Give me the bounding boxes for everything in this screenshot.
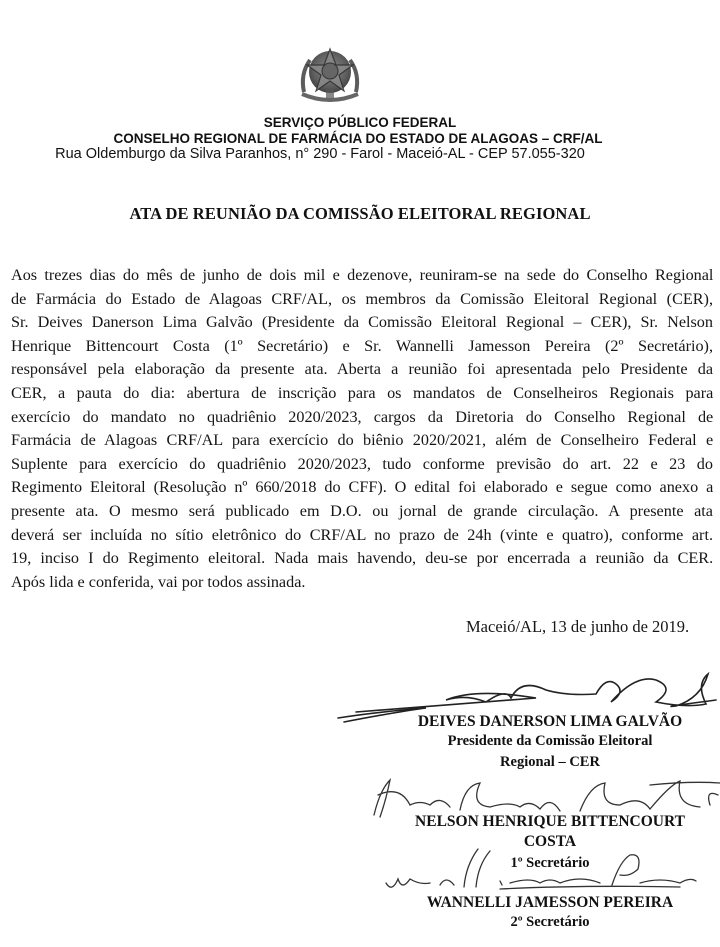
signatory-name: WANNELLI JAMESSON PEREIRA [426,894,674,911]
body-line: Após lida e conferida, vai por todos assinada. [11,572,306,591]
signatory-role: 1º Secretário [510,855,590,871]
header-council-line: CONSELHO REGIONAL DE FARMÁCIA DO ESTADO DE ALAGOAS – CRF/AL [113,131,603,146]
signatory-name: NELSON HENRIQUE BITTENCOURT [415,813,685,830]
date-line: Maceió/AL, 13 de junho de 2019. [466,617,690,636]
body-line: Regimento Eleitoral (Resolução nº 660/2018 do CFF). O edital foi elaborado e segue como anexo a [11,478,714,497]
body-line: exercício do mandato no quadriênio 2020/2023, cargos da Diretoria do Conselho Regional de [11,407,714,426]
body-line: presente ata. O mesmo será publicado em D.O. ou jornal de grande circulação. A presente ata [11,501,713,520]
signature-block-president [390,713,710,773]
header-service-line: SERVIÇO PÚBLICO FEDERAL [263,115,457,130]
body-line: CER, a pauta do dia: abertura de inscrição para os mandatos de Conselheiros Regionais para [11,383,714,402]
minutes-body [11,264,713,594]
header-address-line: Rua Oldemburgo da Silva Paranhos, n° 290 - Farol - Maceió-AL - CEP 57.055-320 [55,146,585,162]
body-line: Henrique Bittencourt Costa (1º Secretário) e Sr. Wannelli Jamesson Pereira (2º Secretário), [11,336,713,355]
body-line: Sr. Deives Danerson Lima Galvão (Presidente da Comissão Eleitoral Regional – CER), Sr. Nelson [11,313,713,332]
coat-of-arms-icon [296,44,364,104]
signature-block-second-secretary [395,893,705,933]
body-line: Aos trezes dias do mês de junho de dois mil e dezenove, reuniram-se na sede do Conselho Regional [11,266,714,284]
document-title: ATA DE REUNIÃO DA COMISSÃO ELEITORAL REGIONAL [129,204,591,223]
signatory-role: 2º Secretário [510,914,590,930]
signatory-name: DEIVES DANERSON LIMA GALVÃO [417,713,683,730]
signatory-name-continued: COSTA [523,833,577,850]
signatory-role: Regional – CER [500,754,600,770]
body-line: responsável pela elaboração da presente ata. Aberta a reunião foi apresentada pelo Presidente da [11,360,714,379]
body-line: deverá ser incluída no sítio eletrônico do CRF/AL no prazo de 24h (vinte e quatro), conforme art. [11,525,713,544]
signatory-role: Presidente da Comissão Eleitoral [447,733,653,749]
body-line: 19, inciso I do Regimento eleitoral. Nada mais havendo, deu-se por encerrada a reunião da CER. [11,549,714,568]
body-line: Suplente para exercício do quadriênio 2020/2023, tudo conforme previsão do art. 22 e 23 do [11,454,713,473]
signature-block-first-secretary [380,812,720,874]
body-line: de Farmácia do Estado de Alagoas CRF/AL, os membros da Comissão Eleitoral Regional (CER), [11,289,713,308]
body-line: Farmácia de Alagoas CRF/AL para exercício do biênio 2020/2021, além de Conselheiro Federal e [11,431,714,450]
